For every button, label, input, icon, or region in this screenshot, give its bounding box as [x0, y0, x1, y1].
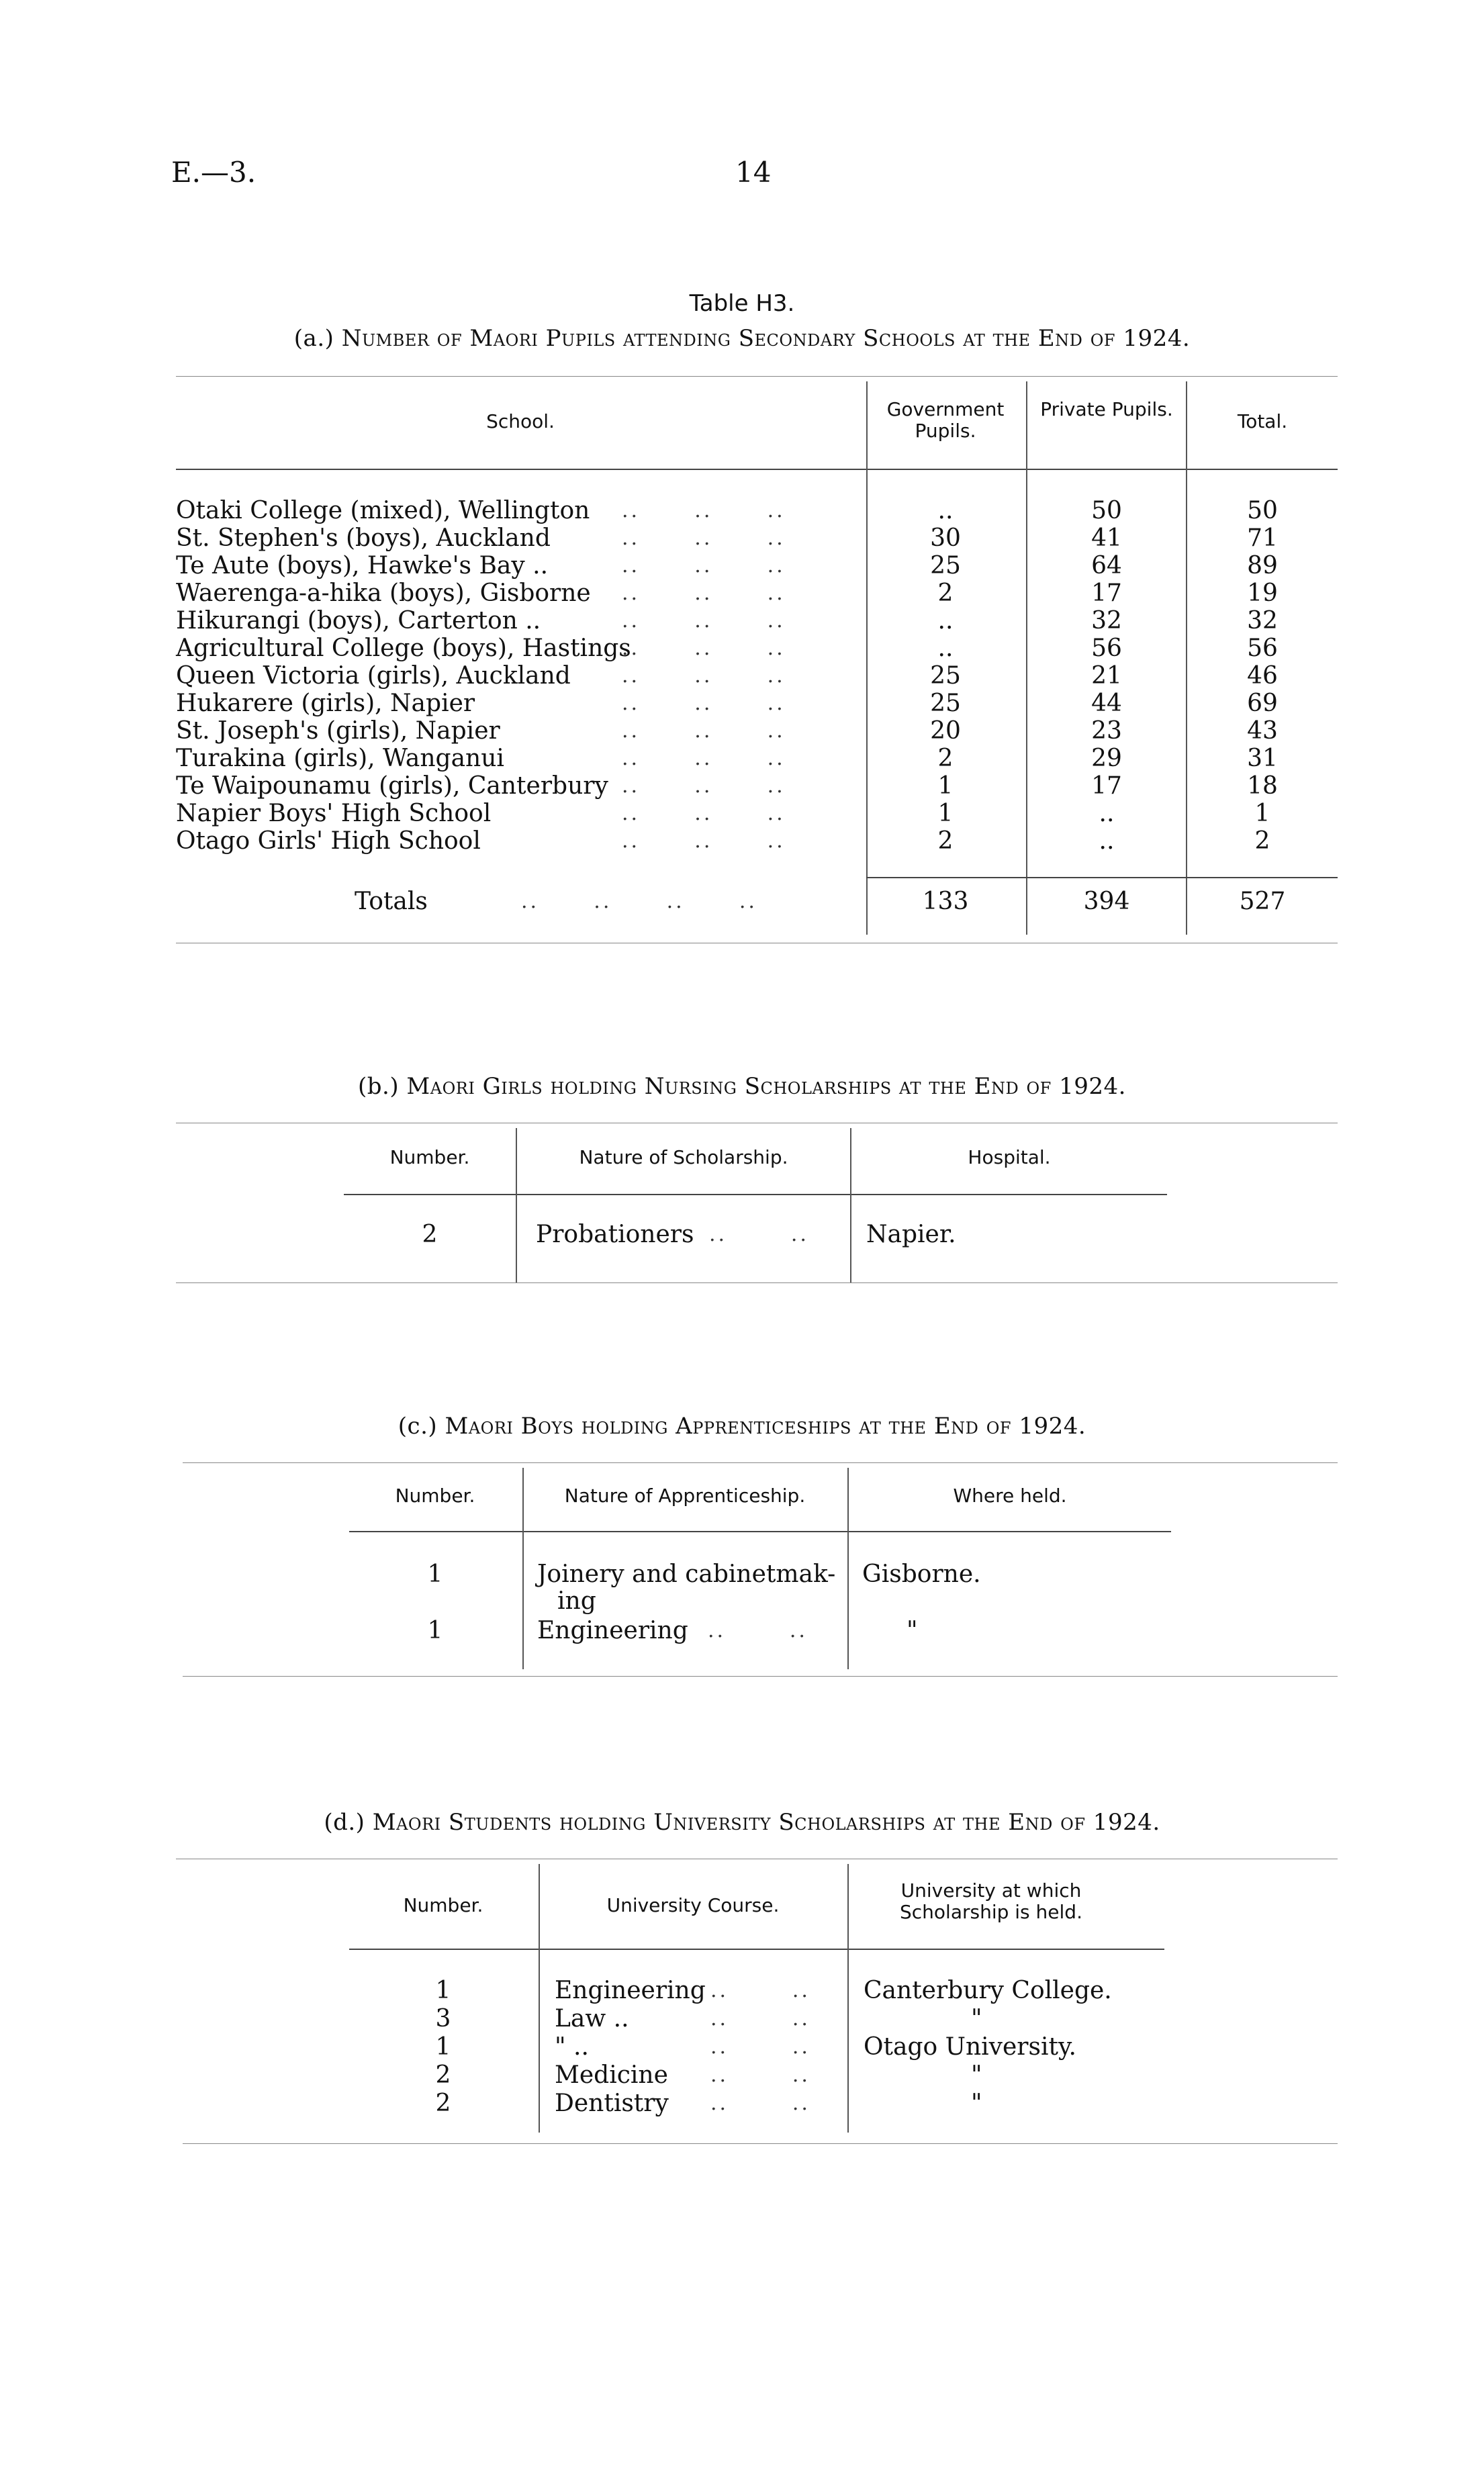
school-name: Otago Girls' High School — [176, 827, 481, 855]
col-b-number-header: Number. — [389, 1146, 470, 1168]
col-d-university-header: University at which Scholarship is held. — [900, 1879, 1082, 1923]
leader-dots: .. .. .. — [622, 802, 786, 825]
totals-private: 394 — [1083, 888, 1130, 915]
table-b-header-rule — [344, 1194, 1167, 1195]
scholar-count: 2 — [435, 2090, 451, 2117]
caption-a-text: Number of Maori Pupils attending Secondary Schools at the End of 1924. — [341, 325, 1191, 352]
table-row — [0, 745, 1484, 773]
total-pupils: 71 — [1247, 524, 1278, 552]
leader-dots: .. .. — [710, 2007, 810, 2030]
table-b-row: 2 Probationers .. .. Napier. — [0, 1221, 1484, 1249]
leader-dots: .. .. .. — [622, 526, 786, 550]
government-pupils: 30 — [930, 524, 961, 552]
school-name: Te Aute (boys), Hawke's Bay .. — [176, 552, 549, 579]
c-where-2: " — [907, 1617, 918, 1644]
caption-c — [0, 1413, 1484, 1440]
government-pupils: 25 — [930, 690, 961, 717]
private-pupils: 44 — [1091, 690, 1122, 717]
caption-b — [0, 1073, 1484, 1100]
table-d-header-rule — [349, 1949, 1164, 1950]
leader-dots: .. .. — [710, 2092, 810, 2115]
university-name: Canterbury College. — [864, 1977, 1112, 2004]
private-pupils: 23 — [1091, 717, 1122, 745]
table-row — [0, 772, 1484, 800]
table-row — [0, 690, 1484, 718]
private-pupils: 17 — [1091, 579, 1122, 607]
total-pupils: 32 — [1247, 607, 1278, 635]
total-pupils: 89 — [1247, 552, 1278, 579]
table-row — [0, 524, 1484, 553]
b-number: 2 — [422, 1221, 438, 1248]
table-row — [0, 2061, 1484, 2090]
table-c-bottom-rule — [183, 1676, 1338, 1677]
table-row — [0, 552, 1484, 580]
table-a-top-rule — [176, 376, 1338, 377]
scholar-count: 3 — [435, 2005, 451, 2033]
table-row — [0, 2033, 1484, 2061]
table-row — [0, 579, 1484, 608]
col-total-header: Total. — [1237, 410, 1288, 432]
university-course: " .. — [555, 2033, 589, 2061]
government-pupils: 25 — [930, 662, 961, 690]
col-d-number-header: Number. — [403, 1894, 483, 1916]
university-course: Medicine — [555, 2061, 668, 2089]
table-row — [0, 2005, 1484, 2033]
school-name: Napier Boys' High School — [176, 800, 492, 827]
page-number: 14 — [735, 156, 772, 189]
government-pupils: 25 — [930, 552, 961, 579]
leader-dots: .. .. .. — [622, 637, 786, 660]
totals-label: Totals — [355, 888, 428, 915]
leader-dots: .. .. .. — [622, 719, 786, 743]
school-name: Hikurangi (boys), Carterton .. — [176, 607, 541, 635]
leader-dots: .. .. .. — [622, 581, 786, 605]
total-pupils: 43 — [1247, 717, 1278, 745]
leader-dots: .. .. .. — [622, 499, 786, 522]
table-c-top-rule — [183, 1462, 1338, 1463]
total-pupils: 1 — [1254, 800, 1270, 827]
government-pupils: 2 — [937, 745, 954, 772]
school-name: Queen Victoria (girls), Auckland — [176, 662, 571, 690]
private-pupils: 41 — [1091, 524, 1122, 552]
table-row — [0, 1977, 1484, 2005]
table-row — [0, 717, 1484, 745]
table-b-divider-2 — [850, 1128, 851, 1282]
total-pupils: 31 — [1247, 745, 1278, 772]
table-c-row-2: 1 Engineering .. .. " — [0, 1617, 1484, 1645]
private-pupils: 17 — [1091, 772, 1122, 800]
c-nature-1: Joinery and cabinetmak- — [537, 1560, 836, 1588]
table-row — [0, 827, 1484, 855]
caption-a — [0, 325, 1484, 352]
private-pupils: 21 — [1091, 662, 1122, 690]
document-reference: E.—3. — [171, 156, 257, 189]
table-b-bottom-rule — [176, 1282, 1338, 1283]
table-a-header-rule — [176, 469, 1338, 470]
school-name: St. Joseph's (girls), Napier — [176, 717, 500, 745]
leader-dots: .. .. .. — [622, 664, 786, 688]
totals-government: 133 — [922, 888, 969, 915]
caption-a-prefix: (a.) — [293, 325, 334, 352]
private-pupils: 64 — [1091, 552, 1122, 579]
total-pupils: 69 — [1247, 690, 1278, 717]
table-d-bottom-rule — [183, 2143, 1338, 2144]
caption-c-prefix: (c.) — [398, 1413, 438, 1440]
col-b-nature-header: Nature of Scholarship. — [579, 1146, 788, 1168]
school-name: St. Stephen's (boys), Auckland — [176, 524, 551, 552]
table-row — [0, 662, 1484, 690]
table-row — [0, 607, 1484, 635]
total-pupils: 50 — [1247, 497, 1278, 524]
caption-d — [0, 1809, 1484, 1836]
government-pupils: 1 — [937, 800, 954, 827]
caption-b-prefix: (b.) — [358, 1073, 400, 1100]
caption-d-text: Maori Students holding University Scholarships at the End of 1924. — [372, 1809, 1160, 1836]
table-label: Table H3. — [689, 290, 795, 317]
university-course: Law .. — [555, 2005, 629, 2033]
leader-dots: .. .. — [710, 1979, 810, 2002]
government-pupils: .. — [937, 635, 954, 662]
total-pupils: 2 — [1254, 827, 1270, 855]
government-pupils: 2 — [937, 827, 954, 855]
col-d-course-header: University Course. — [606, 1894, 780, 1916]
school-name: Agricultural College (boys), Hastings — [176, 635, 631, 662]
leader-dots: .. .. .. — [622, 692, 786, 715]
leader-dots: .. .. .. — [622, 609, 786, 633]
school-name: Hukarere (girls), Napier — [176, 690, 475, 717]
private-pupils: 32 — [1091, 607, 1122, 635]
school-name: Otaki College (mixed), Wellington — [176, 497, 590, 524]
school-name: Te Waipounamu (girls), Canterbury — [176, 772, 608, 800]
table-c-row-1-cont — [0, 1587, 1484, 1616]
private-pupils: .. — [1099, 800, 1115, 827]
leader-dots: .. .. .. — [622, 829, 786, 853]
government-pupils: 2 — [937, 579, 954, 607]
leader-dots: .. .. — [710, 2035, 810, 2059]
b-hospital: Napier. — [866, 1221, 956, 1248]
leader-dots: .. .. — [710, 2063, 810, 2087]
total-pupils: 46 — [1247, 662, 1278, 690]
col-private-header: Private Pupils. — [1040, 398, 1173, 420]
private-pupils: .. — [1099, 827, 1115, 855]
university-course: Engineering — [555, 1977, 706, 2004]
col-school-header: School. — [486, 410, 555, 432]
school-name: Turakina (girls), Wanganui — [176, 745, 504, 772]
col-c-where-header: Where held. — [953, 1485, 1067, 1507]
total-pupils: 18 — [1247, 772, 1278, 800]
table-row — [0, 2090, 1484, 2118]
private-pupils: 29 — [1091, 745, 1122, 772]
table-row — [0, 497, 1484, 525]
leader-dots: .. .. .. — [622, 554, 786, 577]
scholar-count: 1 — [435, 2033, 451, 2061]
leader-dots: .. .. .. — [622, 747, 786, 770]
c-number-1: 1 — [427, 1560, 443, 1588]
government-pupils: .. — [937, 497, 954, 524]
c-where-1: Gisborne. — [862, 1560, 981, 1588]
caption-c-text: Maori Boys holding Apprenticeships at the End of 1924. — [445, 1413, 1086, 1440]
table-c-row-1 — [0, 1560, 1484, 1589]
table-a-totals-rule — [866, 877, 1338, 878]
col-c-nature-header: Nature of Apprenticeship. — [564, 1485, 806, 1507]
total-pupils: 56 — [1247, 635, 1278, 662]
university-name: " — [971, 2061, 982, 2089]
c-number-2: 1 — [427, 1617, 443, 1644]
total-pupils: 19 — [1247, 579, 1278, 607]
scholar-count: 2 — [435, 2061, 451, 2089]
col-c-number-header: Number. — [395, 1485, 475, 1507]
col-government-header: Government Pupils. — [886, 398, 1005, 442]
table-b-divider-1 — [516, 1128, 517, 1282]
government-pupils: 1 — [937, 772, 954, 800]
government-pupils: .. — [937, 607, 954, 635]
scholar-count: 1 — [435, 1977, 451, 2004]
university-name: " — [971, 2005, 982, 2033]
leader-dots: .. .. .. — [622, 774, 786, 798]
c-nature-1-cont: ing — [557, 1587, 596, 1615]
col-b-hospital-header: Hospital. — [968, 1146, 1051, 1168]
caption-d-prefix: (d.) — [324, 1809, 365, 1836]
totals-total: 527 — [1239, 888, 1286, 915]
table-row — [0, 800, 1484, 828]
table-row — [0, 635, 1484, 663]
c-nature-2: Engineering — [537, 1617, 688, 1644]
private-pupils: 56 — [1091, 635, 1122, 662]
totals-row: Totals .. .. .. .. 133 394 527 — [0, 888, 1484, 916]
university-course: Dentistry — [555, 2090, 669, 2117]
university-name: Otago University. — [864, 2033, 1076, 2061]
school-name: Waerenga-a-hika (boys), Gisborne — [176, 579, 591, 607]
caption-b-text: Maori Girls holding Nursing Scholarships at the End of 1924. — [406, 1073, 1126, 1100]
table-c-header-rule — [349, 1531, 1171, 1532]
b-nature: Probationers — [536, 1221, 694, 1248]
government-pupils: 20 — [930, 717, 961, 745]
university-name: " — [971, 2090, 982, 2117]
private-pupils: 50 — [1091, 497, 1122, 524]
